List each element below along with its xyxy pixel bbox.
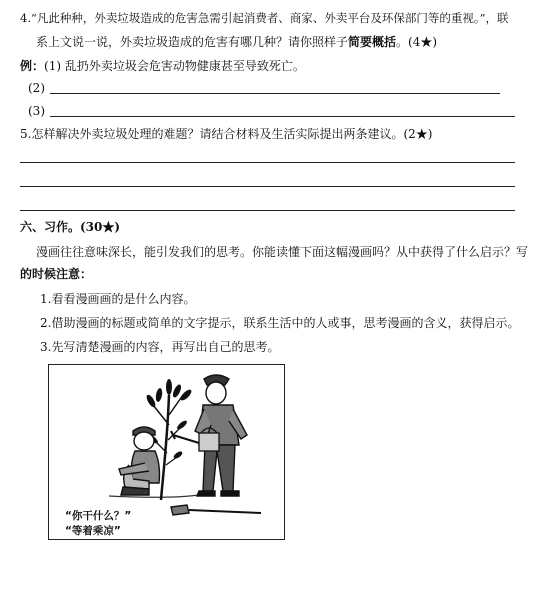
tip-1: 1.看看漫画画的是什么内容。 — [40, 292, 196, 306]
cartoon-frame — [48, 364, 285, 540]
section6-intro-line2: 的时候注意： — [20, 267, 93, 281]
cartoon-caption-1: “你干什么？” — [65, 510, 132, 522]
q4-line2-score: 。(4★) — [396, 35, 438, 49]
q4-example-text: (1) 乱扔外卖垃圾会危害动物健康甚至导致死亡。 — [44, 59, 305, 73]
q5-answer-line-2[interactable] — [20, 186, 515, 187]
q4-example — [20, 58, 305, 74]
section6-intro-line1: 漫画往往意味深长，能引发我们的思考。你能读懂下面这幅漫画吗？从中获得了什么启示？写 — [36, 245, 529, 259]
tip-3: 3.先写清楚漫画的内容，再写出自己的思考。 — [40, 340, 280, 354]
q4-line2-text: 系上文说一说，外卖垃圾造成的危害有哪几种？请你照样子 — [36, 35, 349, 49]
q4-line1: 4.“凡此种种，外卖垃圾造成的危害急需引起消费者、商家、外卖平台及环保部门等的重视。”，联 — [20, 11, 509, 25]
q4-answer-line-3[interactable] — [50, 116, 515, 117]
sitting-man — [119, 427, 160, 495]
q5-question: 5.怎样解决外卖垃圾处理的难题？请结合材料及生活实际提出两条建议。(2★) — [20, 127, 433, 141]
tip-2: 2.借助漫画的标题或简单的文字提示，联系生活中的人或事，思考漫画的含义，获得启示。 — [40, 316, 520, 330]
shovel — [171, 505, 261, 515]
q5-answer-line-3[interactable] — [20, 210, 515, 211]
q4-example-label: 例： — [20, 59, 45, 73]
q4-answer-line-2[interactable] — [50, 93, 500, 94]
q4-line2 — [36, 34, 437, 50]
q4-blank3-label: (3) — [28, 104, 45, 118]
sapling — [153, 395, 183, 500]
cartoon-caption-2: “等着乘凉” — [65, 525, 121, 537]
q4-line2-bold: 简要概括 — [348, 35, 397, 49]
q4-blank2-label: (2) — [28, 81, 45, 95]
section6-heading: 六、习作。(30★) — [20, 220, 121, 234]
q5-answer-line-1[interactable] — [20, 162, 515, 163]
